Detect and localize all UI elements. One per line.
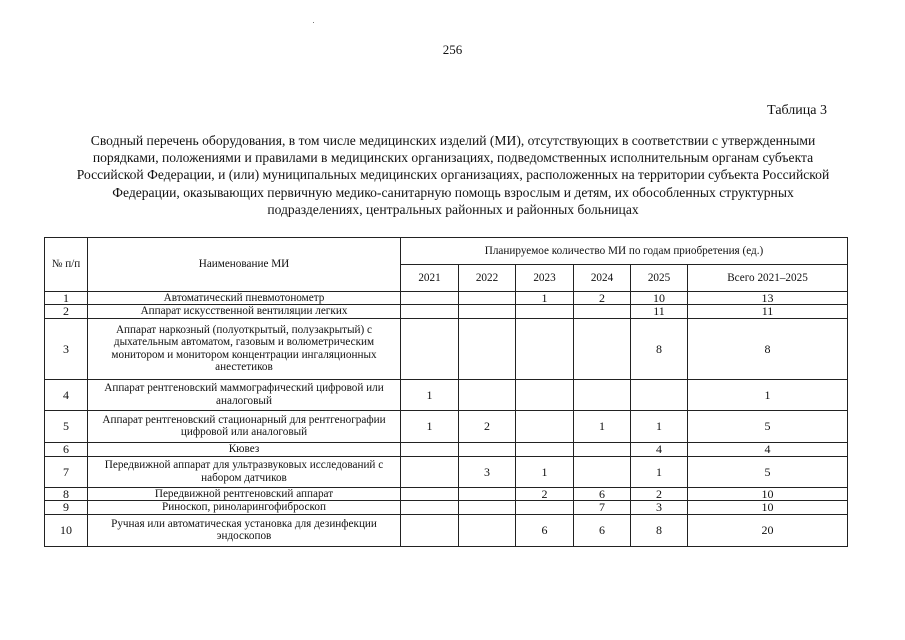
table-row	[45, 410, 848, 442]
cell-2021	[401, 318, 459, 379]
header-group: Планируемое количество МИ по годам приобретения (ед.)	[401, 238, 848, 265]
cell-2024: 2	[574, 292, 631, 305]
row-num: 10	[45, 514, 88, 546]
cell-2025: 11	[631, 305, 688, 318]
cell-2021	[401, 456, 459, 487]
header-year: 2024	[574, 265, 631, 292]
row-num: 9	[45, 501, 88, 514]
table-row	[45, 292, 848, 305]
cell-2023	[516, 501, 574, 514]
cell-2024: 6	[574, 514, 631, 546]
cell-total: 20	[688, 514, 848, 546]
cell-2021	[401, 487, 459, 500]
cell-2021	[401, 514, 459, 546]
table-row	[45, 514, 848, 546]
cell-2024	[574, 305, 631, 318]
row-num: 7	[45, 456, 88, 487]
cell-2022: 3	[459, 456, 516, 487]
row-name: Аппарат рентгеновский стационарный для рентгенографии цифровой или аналоговый	[88, 410, 401, 442]
cell-2023: 2	[516, 487, 574, 500]
cell-2024: 6	[574, 487, 631, 500]
cell-2022	[459, 305, 516, 318]
cell-2022	[459, 292, 516, 305]
row-num: 3	[45, 318, 88, 379]
row-name: Риноскоп, риноларингофиброскоп	[88, 501, 401, 514]
equipment-table	[44, 237, 848, 547]
cell-2022: 2	[459, 410, 516, 442]
cell-2023	[516, 442, 574, 456]
cell-total: 5	[688, 410, 848, 442]
cell-2025: 10	[631, 292, 688, 305]
cell-2024: 7	[574, 501, 631, 514]
table-row	[45, 305, 848, 318]
cell-total: 10	[688, 501, 848, 514]
header-total: Всего 2021–2025	[688, 265, 848, 292]
row-name: Аппарат рентгеновский маммографический цифровой или аналоговый	[88, 379, 401, 410]
table-row	[45, 487, 848, 500]
cell-2023	[516, 305, 574, 318]
cell-2021	[401, 292, 459, 305]
cell-2025: 8	[631, 514, 688, 546]
cell-2022	[459, 501, 516, 514]
cell-total: 8	[688, 318, 848, 379]
cell-2025: 3	[631, 501, 688, 514]
row-num: 4	[45, 379, 88, 410]
cell-2025: 1	[631, 456, 688, 487]
table-row	[45, 442, 848, 456]
table-row	[45, 318, 848, 379]
cell-2023: 1	[516, 456, 574, 487]
row-name: Передвижной рентгеновский аппарат	[88, 487, 401, 500]
row-num: 5	[45, 410, 88, 442]
cell-2023	[516, 410, 574, 442]
row-name: Кювез	[88, 442, 401, 456]
cell-2023: 6	[516, 514, 574, 546]
cell-total: 1	[688, 379, 848, 410]
row-num: 8	[45, 487, 88, 500]
cell-2025: 2	[631, 487, 688, 500]
header-year: 2021	[401, 265, 459, 292]
cell-2023	[516, 318, 574, 379]
page-number: 256	[442, 42, 463, 57]
row-name: Передвижной аппарат для ультразвуковых исследований с набором датчиков	[88, 456, 401, 487]
table-row	[45, 456, 848, 487]
cell-2023	[516, 379, 574, 410]
row-name: Аппарат искусственной вентиляции легких	[88, 305, 401, 318]
cell-2022	[459, 514, 516, 546]
row-name: Автоматический пневмотонометр	[88, 292, 401, 305]
cell-2024: 1	[574, 410, 631, 442]
row-num: 2	[45, 305, 88, 318]
cell-total: 5	[688, 456, 848, 487]
header-year: 2023	[516, 265, 574, 292]
cell-2022	[459, 442, 516, 456]
header-num: № п/п	[45, 238, 88, 292]
cell-total: 11	[688, 305, 848, 318]
table-label: Таблица 3	[767, 103, 827, 118]
cell-2022	[459, 318, 516, 379]
cell-2025	[631, 379, 688, 410]
cell-2024	[574, 456, 631, 487]
cell-2022	[459, 487, 516, 500]
header-year: 2022	[459, 265, 516, 292]
table-row	[45, 379, 848, 410]
cell-2021: 1	[401, 410, 459, 442]
cell-total: 10	[688, 487, 848, 500]
row-num: 1	[45, 292, 88, 305]
row-name: Ручная или автоматическая установка для дезинфекции эндоскопов	[88, 514, 401, 546]
cell-2024	[574, 318, 631, 379]
cell-2022	[459, 379, 516, 410]
cell-2024	[574, 379, 631, 410]
cell-2021	[401, 501, 459, 514]
header-row-1	[45, 238, 848, 265]
cell-2025: 8	[631, 318, 688, 379]
cell-2021: 1	[401, 379, 459, 410]
cell-2021	[401, 305, 459, 318]
scan-speck	[313, 22, 314, 23]
cell-2025: 4	[631, 442, 688, 456]
row-num: 6	[45, 442, 88, 456]
cell-total: 13	[688, 292, 848, 305]
cell-2021	[401, 442, 459, 456]
cell-2024	[574, 442, 631, 456]
cell-2025: 1	[631, 410, 688, 442]
cell-2023: 1	[516, 292, 574, 305]
table-row	[45, 501, 848, 514]
header-year: 2025	[631, 265, 688, 292]
table-caption: Сводный перечень оборудования, в том числе медицинских изделий (МИ), отсутствующих в соответствии с утвержденными порядками, положениями и правилами в медицинских организациях, подведомственных исполнительным органам субъекта Российской Федерации, и (или) муниципальных медицинских организациях, расположенных на территории субъекта Российской Федерации, оказывающих первичную медико-санитарную помощь взрослым и детям, их обособленных структурных подразделениях, центральных районных и районных больницах	[76, 133, 830, 217]
cell-total: 4	[688, 442, 848, 456]
header-name: Наименование МИ	[88, 238, 401, 292]
row-name: Аппарат наркозный (полуоткрытый, полузакрытый) с дыхательным автоматом, газовым и волюметрическим монитором и монитором концентрации ингаляционных анестетиков	[88, 318, 401, 379]
